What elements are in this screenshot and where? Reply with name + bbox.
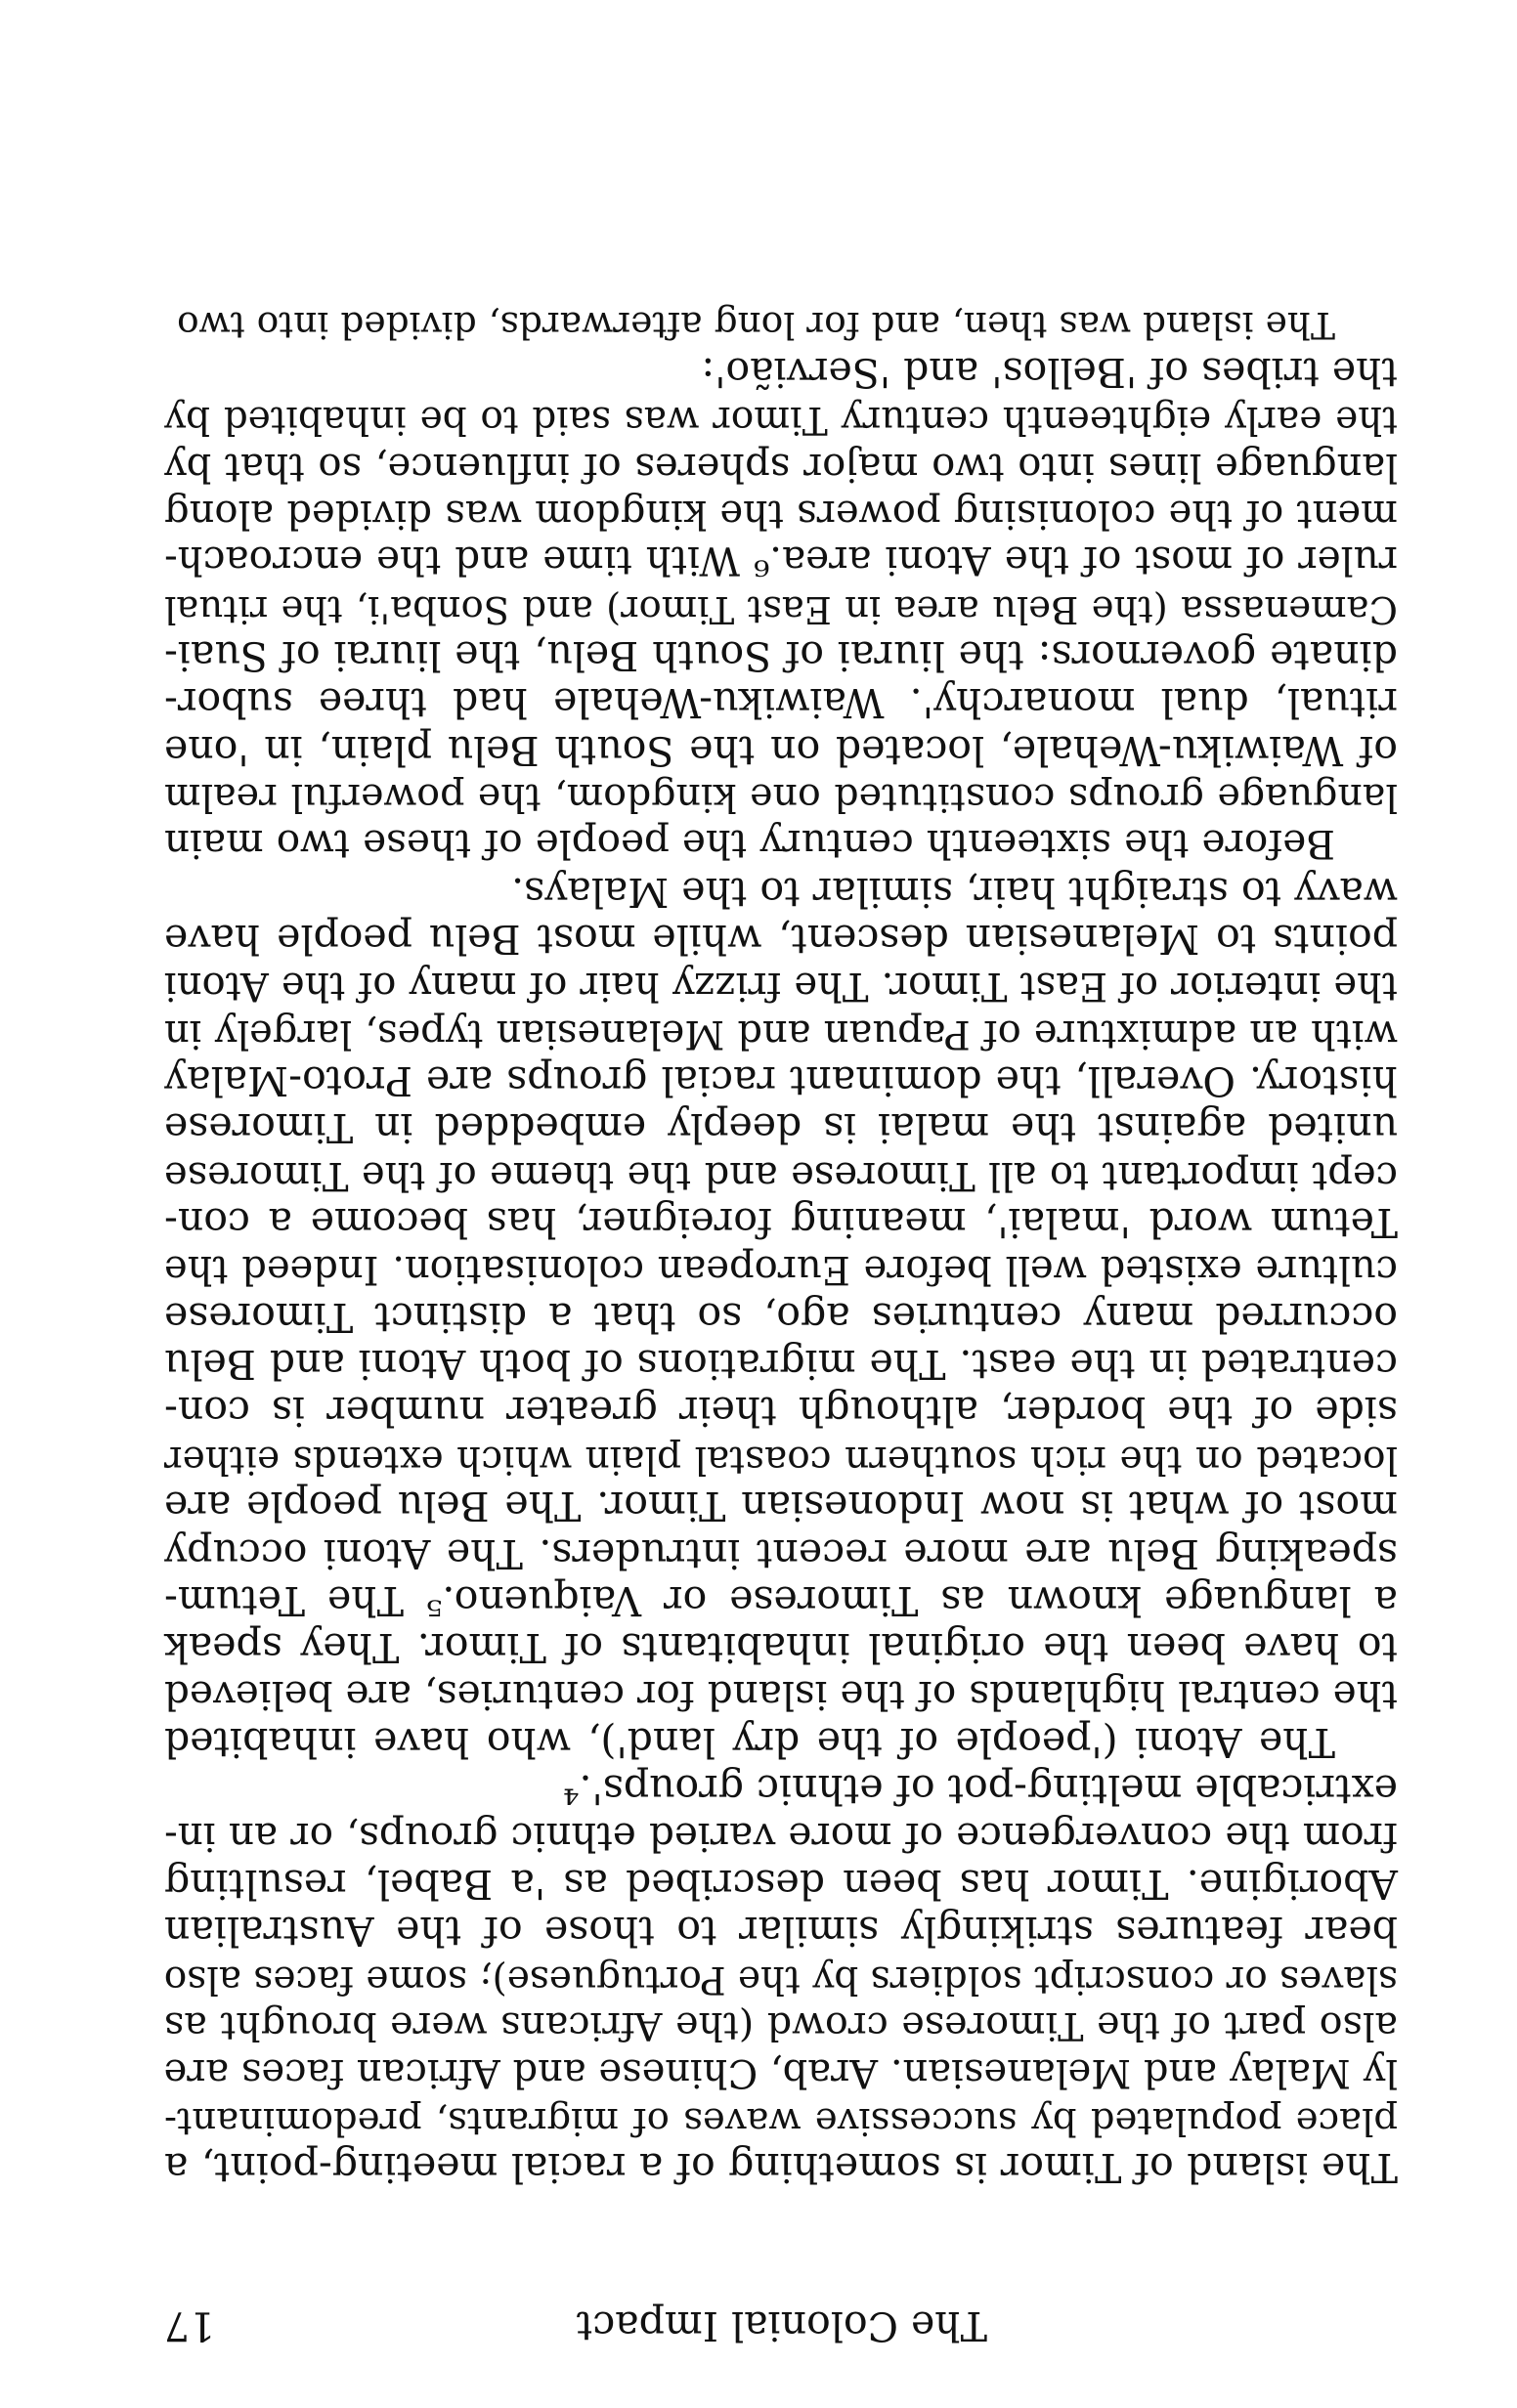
text-line: place populated by successive waves of migrants, predominant-	[164, 2098, 1398, 2143]
text-line: most of what is now Indonesian Timor. The Belu people are	[164, 1483, 1398, 1530]
paragraph	[164, 301, 1398, 348]
text-line: with an admixture of Papuan and Melanesian types, largely in	[164, 1010, 1398, 1056]
text-line: ly Malay and Melanesian. Arab, Chinese and African faces are	[163, 2050, 1398, 2096]
text-line: centrated in the east. The migrations of both Atoni and Belu	[164, 1341, 1398, 1389]
text-line: Aborigine. Timor has been described as 'a Babel, resulting	[164, 1860, 1398, 1908]
text-line: language lines into two major spheres of influence, so that by	[164, 444, 1398, 490]
text-line: wavy to straight hair, similar to the Malays.	[511, 868, 1398, 916]
text-line: Camenassa (the Belu area in East Timor) and Sonba'i, the ritual	[164, 586, 1398, 631]
running-head: The Colonial Impact	[576, 2302, 987, 2349]
text-line: located on the rich southern coastal plain which extends either	[164, 1437, 1398, 1482]
text-line: Before the sixteenth century the people of these two main	[164, 821, 1335, 869]
paragraph	[164, 1766, 1398, 2191]
text-line: history. Overall, the dominant racial groups are Proto-Malay	[164, 1057, 1398, 1105]
text-line: ruler of most of the Atoni area.⁶ With time and the encroach-	[164, 538, 1398, 585]
text-line: ment of the colonising powers the kingdom was divided along	[164, 491, 1398, 537]
text-line: to have been the original inhabitants of Timor. They speak	[164, 1624, 1398, 1672]
page-header	[164, 2291, 987, 2349]
text-line: The island was then, and for long afterwards, divided into two	[176, 303, 1335, 347]
text-line: the central highlands of the island for centuries, are believed	[164, 1671, 1398, 1719]
page-number: 17	[164, 2302, 216, 2349]
text-line: the early eighteenth century Timor was said to be inhabited by	[164, 398, 1398, 443]
text-line: united against the malai is deeply embedded in Timorese	[164, 1104, 1398, 1152]
text-line: ritual, dual monarchy'. Waiwiku-Wehale had three subor-	[164, 679, 1398, 727]
paragraph	[164, 349, 1398, 869]
text-line: bear features strikingly similar to those of the Australian	[164, 1908, 1398, 1956]
text-line: side of the border, although their greater number is con-	[164, 1388, 1398, 1436]
paragraph	[164, 868, 1398, 1766]
text-line: points to Melanesian descent, while most Belu people have	[164, 916, 1398, 964]
text-line: language groups constituted one kingdom, the powerful realm	[164, 775, 1398, 821]
text-line: The island of Timor is something of a racial meeting-point, a	[164, 2144, 1398, 2191]
text-line: Tetum word 'malai', meaning foreigner, has become a con-	[164, 1199, 1398, 1247]
text-line: the interior of East Timor. The frizzy hair of many of the Atoni	[164, 964, 1398, 1010]
body-text	[164, 301, 1398, 2191]
text-line: cept important to all Timorese and the theme of the Timorese	[164, 1152, 1398, 1198]
text-line: speaking Belu are more recent intruders. The Atoni occupy	[164, 1529, 1398, 1577]
text-line: slaves or conscript soldiers by the Portuguese); some faces also	[163, 1956, 1398, 2001]
text-line: the tribes of 'Bellos' and 'Servião':	[701, 348, 1398, 396]
text-line: dinate governors: the liurai of South Belu, the liurai of Suai-	[164, 632, 1398, 679]
text-line: extricable melting-pot of ethnic groups'.⁴	[563, 1766, 1398, 1814]
text-line: of Waiwiku-Wehale, located on the South Belu plain, in 'one	[164, 726, 1398, 774]
text-line: culture existed well before European colonisation. Indeed the	[164, 1247, 1398, 1293]
text-line: occurred many centuries ago, so that a distinct Timorese	[164, 1293, 1398, 1341]
text-line: a language known as Timorese or Vaiqueno.⁵ The Tetum-	[164, 1576, 1398, 1624]
text-line: from the convergence of more varied ethnic groups, or an in-	[164, 1813, 1398, 1861]
text-line: also part of the Timorese crowd (the Africans were brought as	[164, 2002, 1398, 2048]
text-line: The Atoni ('people of the dry land'), who have inhabited	[164, 1718, 1335, 1766]
